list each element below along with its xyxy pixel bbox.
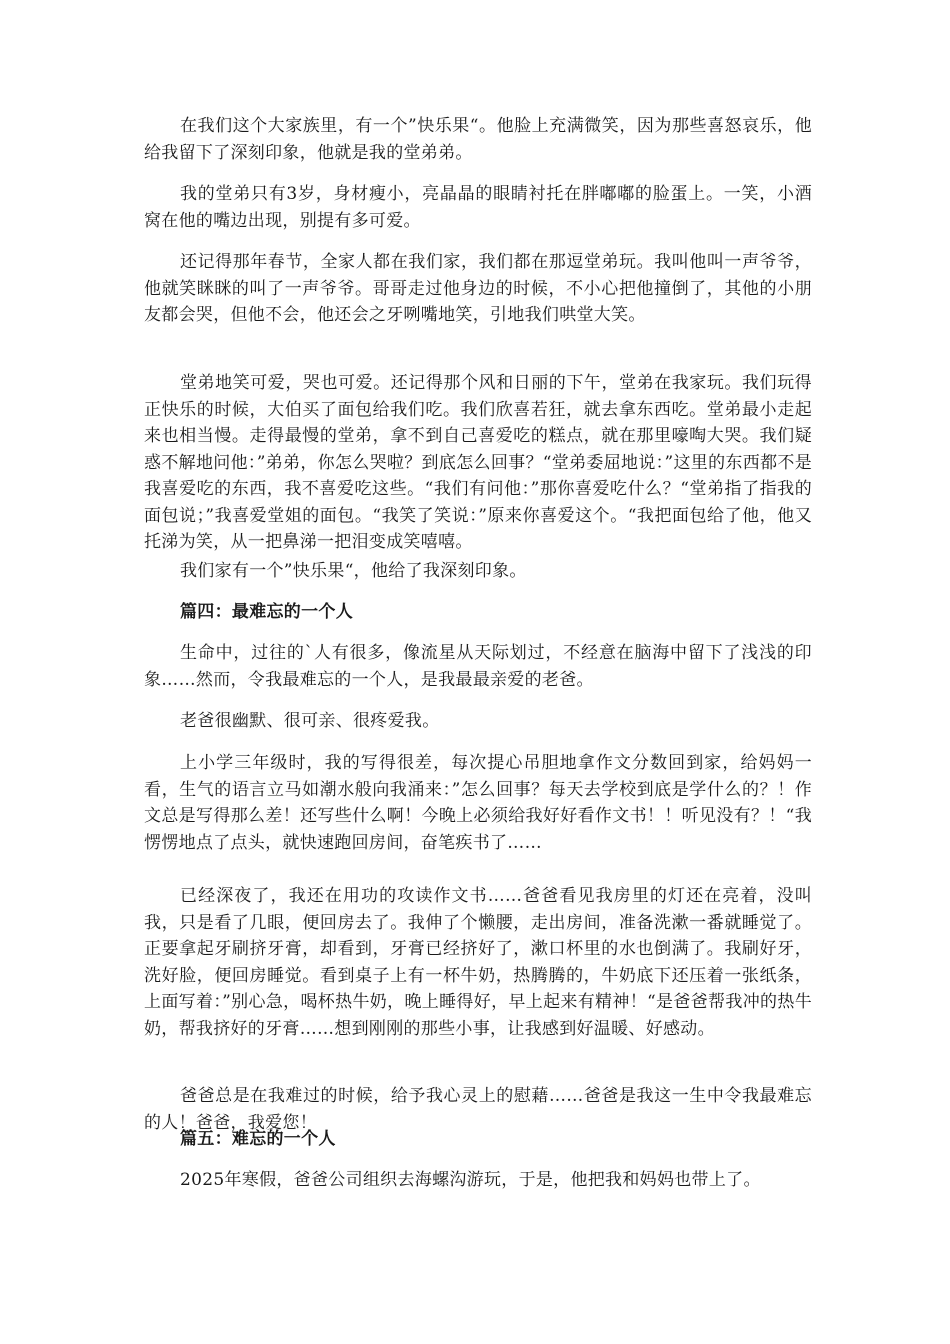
- paragraph-7: 老爸很幽默、很可亲、很疼爱我。: [180, 711, 440, 731]
- paragraph-1: 在我们这个大家族里，有一个”快乐果“。他脸上充满微笑，因为那些喜怒哀乐，他给我留下了深刻印象，他就是我的堂弟弟。: [144, 116, 812, 163]
- paragraph-2: 我的堂弟只有3岁，身材瘦小，亮晶晶的眼睛衬托在胖嘟嘟的脸蛋上。一笑，小酒窝在他的嘴边出现，别提有多可爱。: [144, 184, 812, 231]
- paragraph-11: 2025年寒假，爸爸公司组织去海螺沟游玩，于是，他把我和妈妈也带上了。: [180, 1170, 761, 1190]
- paragraph-10: 爸爸总是在我难过的时候，给予我心灵上的慰藉……爸爸是我这一生中令我最难忘的人！爸爸，我爱您！: [144, 1086, 812, 1133]
- section-heading-5: 篇五：难忘的一个人: [180, 1129, 336, 1149]
- paragraph-9: 已经深夜了，我还在用功的攻读作文书……爸爸看见我房里的灯还在亮着，没叫我，只是看了几眼，便回房去了。我伸了个懒腰，走出房间，准备洗漱一番就睡觉了。正要拿起牙刷挤牙膏，却看到，牙膏已经挤好了，漱口杯里的水也倒满了。我刷好牙，洗好脸，便回房睡觉。看到桌子上有一杯牛奶，热腾腾的，牛奶底下还压着一张纸条，上面写着：”别心急，喝杯热牛奶，晚上睡得好，早上起来有精神！“是爸爸帮我冲的热牛奶，帮我挤好的牙膏……想到刚刚的那些小事，让我感到好温暖、好感动。: [144, 886, 812, 1039]
- paragraph-5: 我们家有一个”快乐果“，他给了我深刻印象。: [180, 561, 527, 581]
- section-heading-4: 篇四：最难忘的一个人: [180, 602, 353, 622]
- paragraph-6: 生命中，过往的`人有很多，像流星从天际划过，不经意在脑海中留下了浅浅的印象……然而，令我最难忘的一个人，是我最最亲爱的老爸。: [144, 643, 812, 690]
- paragraph-3: 还记得那年春节，全家人都在我们家，我们都在那逗堂弟玩。我叫他叫一声爷爷，他就笑眯眯的叫了一声爷爷。哥哥走过他身边的时候，不小心把他撞倒了，其他的小朋友都会哭，但他不会，他还会之牙咧嘴地笑，引地我们哄堂大笑。: [144, 252, 812, 325]
- paragraph-4: 堂弟地笑可爱，哭也可爱。还记得那个风和日丽的下午，堂弟在我家玩。我们玩得正快乐的时候，大伯买了面包给我们吃。我们欣喜若狂，就去拿东西吃。堂弟最小走起来也相当慢。走得最慢的堂弟，拿不到自己喜爱吃的糕点，就在那里嚎啕大哭。我们疑惑不解地问他：”弟弟，你怎么哭啦？到底怎么回事？“堂弟委屈地说：”这里的东西都不是我喜爱吃的东西，我不喜爱吃这些。“我们有问他：”那你喜爱吃什么？“堂弟指了指我的面包说；”我喜爱堂姐的面包。“我笑了笑说：”原来你喜爱这个。“我把面包给了他，他又托涕为笑，从一把鼻涕一把泪变成笑嘻嘻。: [144, 373, 812, 552]
- paragraph-8: 上小学三年级时，我的写得很差，每次提心吊胆地拿作文分数回到家，给妈妈一看，生气的语言立马如潮水般向我涌来：”怎么回事？每天去学校到底是学什么的？！作文总是写得那么差！还写些什么啊！今晚上必须给我好好看作文书！！听见没有？！“我愣愣地点了点头，就快速跑回房间，奋笔疾书了……: [144, 753, 812, 853]
